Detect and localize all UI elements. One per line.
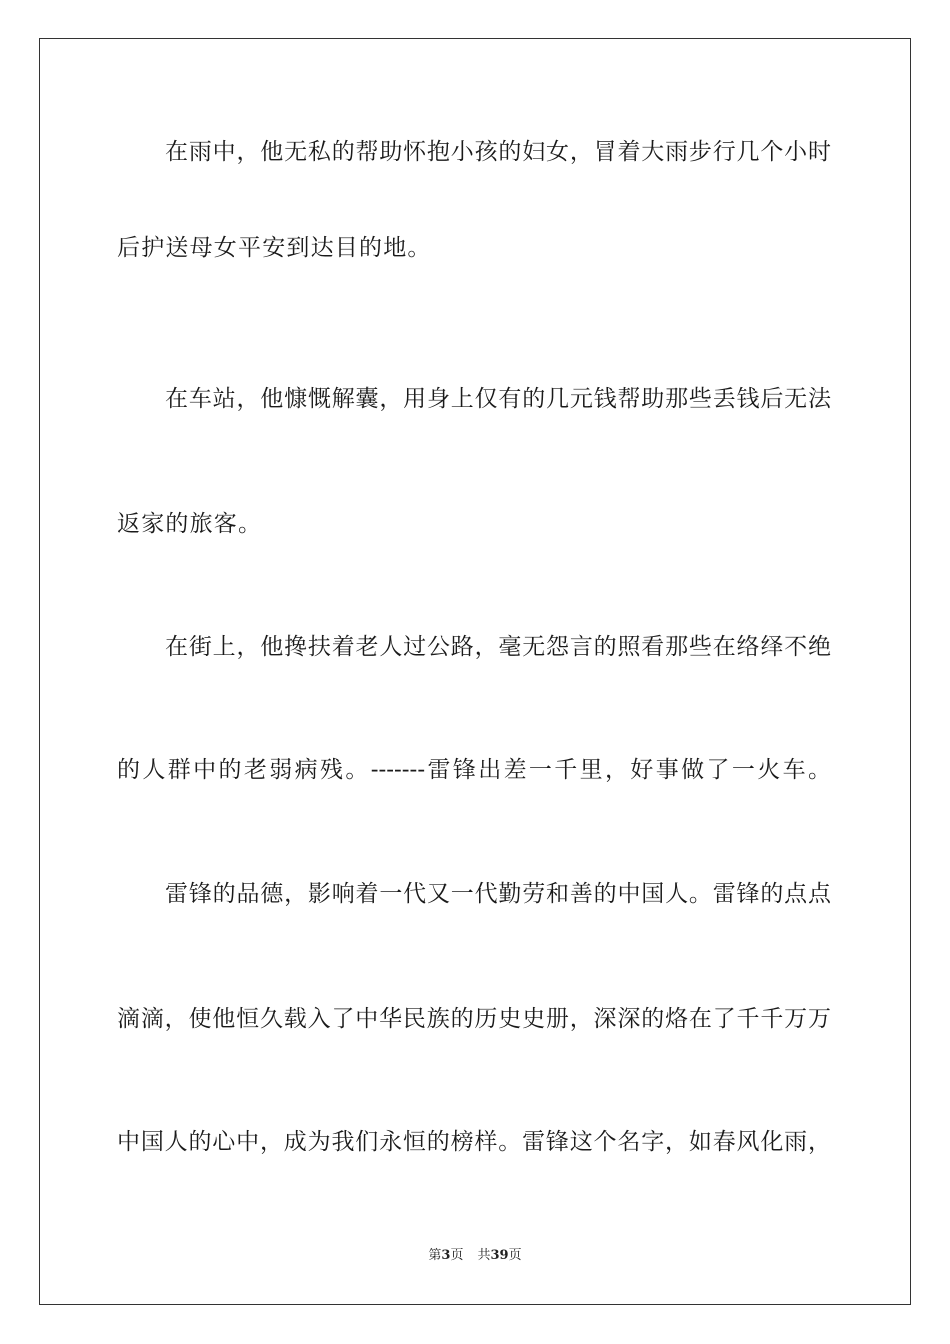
total-suffix: 页 — [508, 1248, 522, 1263]
paragraph-4-line-3: 中国人的心中，成为我们永恒的榜样。雷锋这个名字，如春风化雨， — [117, 1129, 831, 1155]
paragraph-3-line-2: 的人群中的老弱病残。-------雷锋出差一千里，好事做了一火车。 — [117, 757, 831, 783]
paragraph-1-line-2: 后护送母女平安到达目的地。 — [117, 235, 432, 261]
page-suffix: 页 — [450, 1248, 464, 1263]
paragraph-2-line-2: 返家的旅客。 — [117, 511, 263, 537]
paragraph-1-line-1: 在雨中，他无私的帮助怀抱小孩的妇女，冒着大雨步行几个小时 — [165, 139, 831, 165]
paragraph-2-line-1: 在车站，他慷慨解囊，用身上仅有的几元钱帮助那些丢钱后无法 — [165, 386, 831, 412]
page-footer — [0, 1248, 950, 1264]
paragraph-4-line-1: 雷锋的品德，影响着一代又一代勤劳和善的中国人。雷锋的点点 — [165, 881, 831, 907]
page-prefix: 第 — [428, 1248, 442, 1263]
total-pages: 39 — [490, 1248, 509, 1263]
paragraph-3-line-1: 在街上，他搀扶着老人过公路，毫无怨言的照看那些在络绎不绝 — [165, 634, 831, 660]
paragraph-4-line-2: 滴滴，使他恒久载入了中华民族的历史史册，深深的烙在了千千万万 — [117, 1006, 831, 1032]
page-border — [39, 38, 911, 1305]
total-prefix: 共 — [477, 1248, 491, 1263]
page-number: 3 — [441, 1248, 451, 1263]
